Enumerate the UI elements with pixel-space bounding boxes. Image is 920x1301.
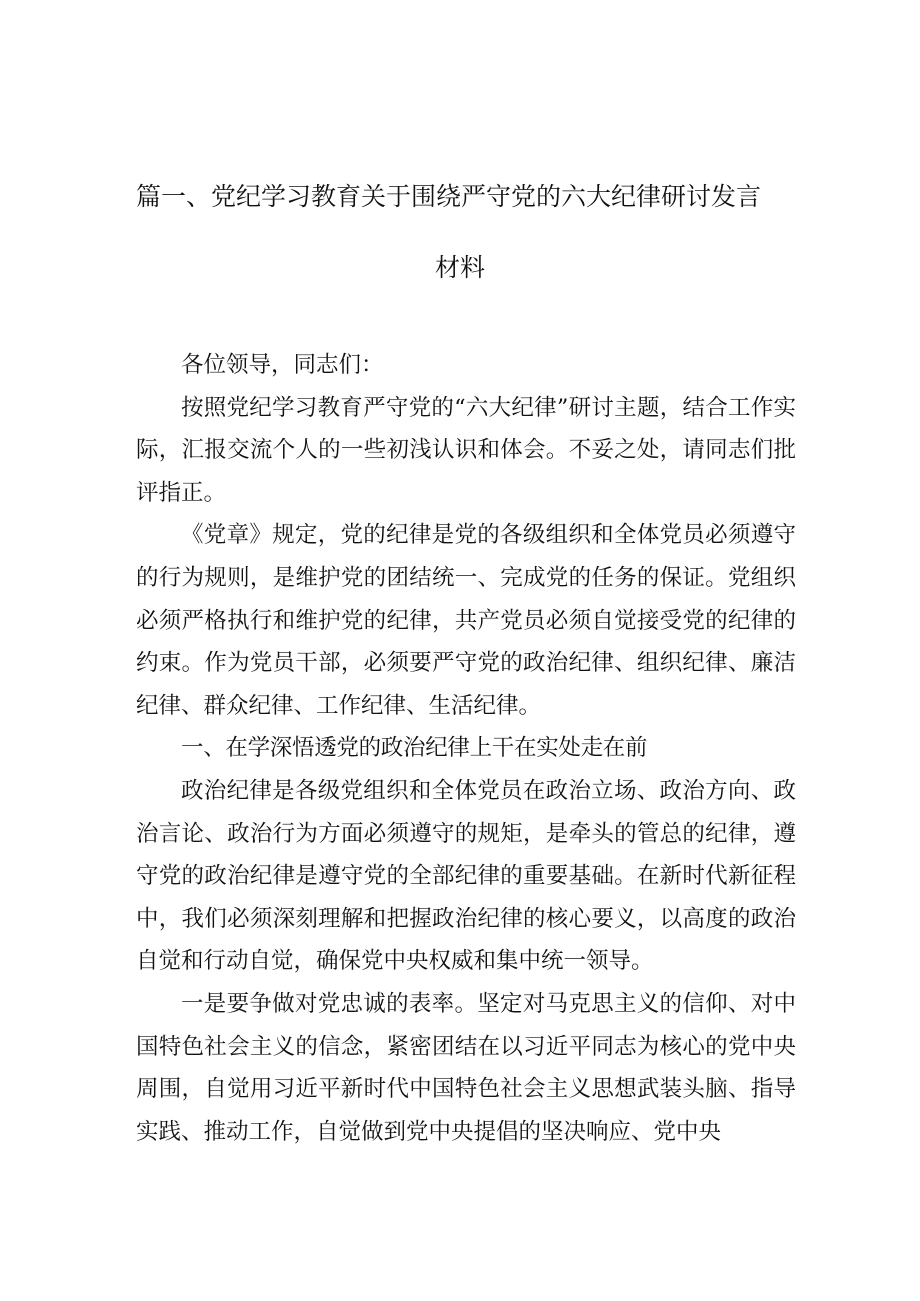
section-1-heading: 一、在学深悟透党的政治纪律上干在实处走在前 [181,735,648,762]
charter-paragraph: 《党章》规定，党的纪律是党的各级组织和全体党员必须遵守的行为规则，是维护党的团结统一、完成党的任务的保证。党组织必须严格执行和维护党的纪律，共产党员必须自觉接受党的纪律的约束。作为党员干部，必须要严守党的政治纪律、组织纪律、廉洁纪律、群众纪律、工作纪律、生活纪律。 [136,522,796,719]
point-1-paragraph: 一是要争做对党忠诚的表率。坚定对马克思主义的信仰、对中国特色社会主义的信念，紧密团结在以习近平同志为核心的党中央周围，自觉用习近平新时代中国特色社会主义思想武装头脑、指导实践、推动工作，自觉做到党中央提倡的坚决响应、党中央 [136,990,796,1145]
document-title-line-1: 篇一、党纪学习教育关于围绕严守党的六大纪律研讨发言 [136,182,762,211]
section-1-paragraph: 政治纪律是各级党组织和全体党员在政治立场、政治方向、政治言论、政治行为方面必须遵守的规矩，是牵头的管总的纪律，遵守党的政治纪律是遵守党的全部纪律的重要基础。在新时代新征程中，我们必须深刻理解和把握政治纪律的核心要义，以高度的政治自觉和行动自觉，确保党中央权威和集中统一领导。 [136,777,796,975]
document-body [136,344,796,1153]
intro-paragraph: 按照党纪学习教育严守党的“六大纪律”研讨主题，结合工作实际，汇报交流个人的一些初浅认识和体会。不妥之处，请同志们批评指正。 [136,394,796,506]
document-title-line-2: 材料 [434,253,485,282]
greeting-paragraph: 各位领导，同志们： [181,352,384,378]
